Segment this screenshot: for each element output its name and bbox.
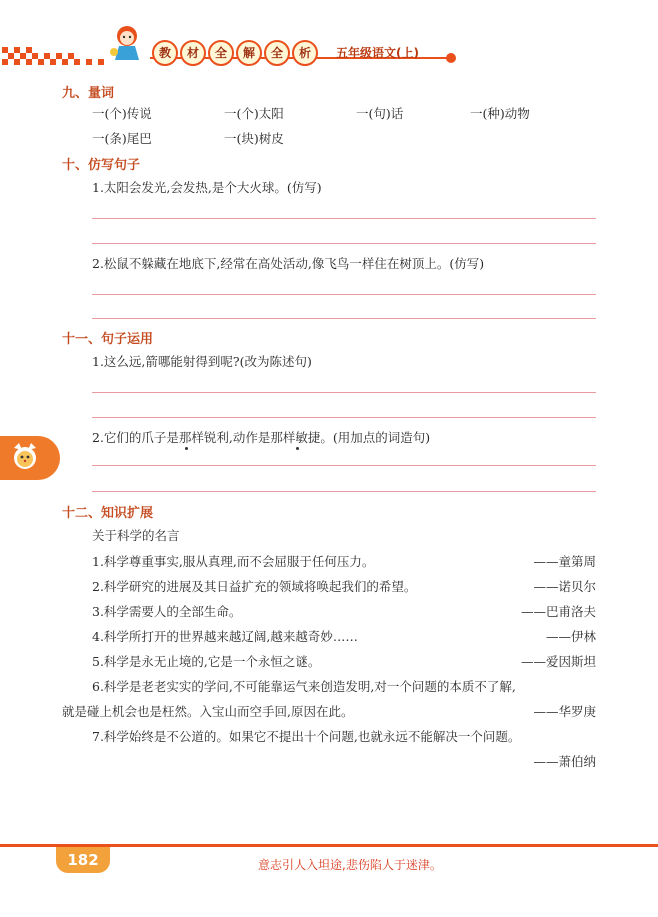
header-title-char-6: 析 [292,40,318,66]
quote-6-line-1: 6.科学是老老实实的学问,不可能靠运气来创造发明,对一个问题的本质不了解, [92,679,516,694]
quote-text: 2.科学研究的进展及其日益扩充的领域将唤起我们的希望。 [92,579,417,594]
fox-mascot-icon [10,442,40,472]
quotes-intro: 关于科学的名言 [92,528,180,543]
answer-line[interactable] [92,318,596,319]
answer-line[interactable] [92,243,596,244]
answer-line[interactable] [92,417,596,418]
measure-word-item: 一(句)话 [356,106,404,121]
section-12-title: 十二、知识扩展 [62,506,154,521]
quote-author: ——爱因斯坦 [520,654,596,669]
quote-author: ——伊林 [545,629,596,644]
measure-word-item: 一(条)尾巴 [92,131,152,146]
section-10-title: 十、仿写句子 [62,158,141,173]
answer-line[interactable] [92,218,596,219]
emphasis-dot [185,447,188,450]
header-title-char-3: 全 [208,40,234,66]
question-10-2: 2.松鼠不躲藏在地底下,经常在高处活动,像飞鸟一样住在树顶上。(仿写) [92,256,485,271]
answer-line[interactable] [92,392,596,393]
header-rule-end-dot [446,53,456,63]
quote-text: 3.科学需要人的全部生命。 [92,604,242,619]
page-number: 182 [56,847,110,873]
quote-6-line-2: 就是碰上机会也是枉然。入宝山而空手回,原因在此。 [62,704,354,719]
header-title-char-1: 教 [152,40,178,66]
emphasis-dot [296,447,299,450]
section-11-title: 十一、句子运用 [62,332,154,347]
quote-author: ——萧伯纳 [533,754,596,769]
answer-line[interactable] [92,465,596,466]
header-title-char-2: 材 [180,40,206,66]
footer-motto: 意志引人入坦途,悲伤陷人于迷津。 [258,858,442,872]
answer-line[interactable] [92,491,596,492]
question-11-2: 2.它们的爪子是那样锐利,动作是那样敏捷。(用加点的词造句) [92,430,431,445]
quote-text: 5.科学是永无止境的,它是一个永恒之谜。 [92,654,321,669]
measure-word-item: 一(个)传说 [92,106,152,121]
quote-author: ——华罗庚 [533,704,596,719]
side-mascot-tab [0,436,60,480]
quote-author: ——童第周 [533,554,596,569]
section-9-title: 九、量词 [62,86,115,101]
answer-line[interactable] [92,294,596,295]
question-11-1: 1.这么远,箭哪能射得到呢?(改为陈述句) [92,354,312,369]
mascot-girl-icon [106,22,148,62]
question-10-1: 1.太阳会发光,会发热,是个大火球。(仿写) [92,180,322,195]
measure-word-item: 一(种)动物 [470,106,530,121]
quote-author: ——巴甫洛夫 [520,604,596,619]
header-title-char-4: 解 [236,40,262,66]
header-subtitle: 五年级语文(上) [336,46,419,60]
header-title-char-5: 全 [264,40,290,66]
quote-text: 4.科学所打开的世界越来越辽阔,越来越奇妙…… [92,629,358,644]
measure-word-item: 一(块)树皮 [224,131,284,146]
measure-word-item: 一(个)太阳 [224,106,284,121]
quote-7-line-1: 7.科学始终是不公道的。如果它不提出十个问题,也就永远不能解决一个问题。 [92,729,521,744]
quote-author: ——诺贝尔 [533,579,596,594]
quote-text: 1.科学尊重事实,服从真理,而不会屈服于任何压力。 [92,554,375,569]
